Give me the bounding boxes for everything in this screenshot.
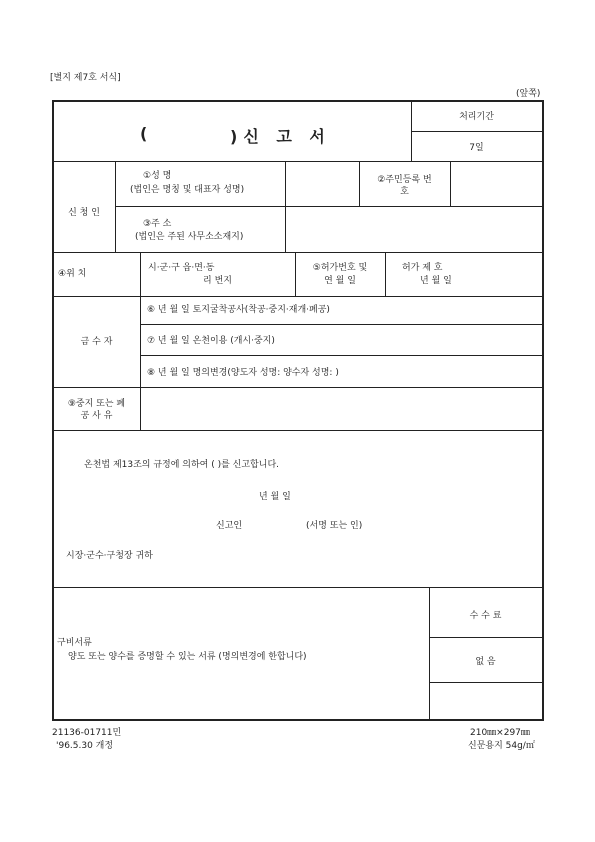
rrn-value-field[interactable] [455,166,539,202]
row-line-item8 [140,355,543,356]
reason-value-field[interactable] [146,392,538,426]
documents-label: 구비서류 [57,638,92,648]
name-value-field[interactable] [290,166,355,202]
fee-col-divider [429,587,430,720]
name-sublabel: (법인은 명칭 및 대표자 성명) [130,185,245,195]
address-sublabel: (법인은 주된 사무소소재지) [135,232,244,242]
rrn-value-divider [450,161,451,206]
location-address-line1: 시·군·구 읍·면·동 [148,263,215,273]
applicant-section-label: 신 청 인 [68,208,100,218]
footer-revision: '96.5.30 개정 [56,741,114,751]
row-line-item7 [140,324,543,325]
row-line-address [115,206,543,207]
page-side-label: (앞쪽) [516,89,541,99]
reason-label-line2: 공 사 유 [80,411,113,421]
reason-label-line1: ⑨중지 또는 폐 [67,399,126,409]
frame-bottom [52,719,544,721]
recipient-label: 시장·군수·구청장 귀하 [66,551,153,561]
row-line-items-top [53,296,543,297]
rrn-sublabel: 호 [400,187,409,197]
title-paren-open: ( [140,124,154,143]
address-value-field[interactable] [290,211,538,247]
row-line-location-top [53,252,543,253]
permit-value-divider [385,252,386,296]
form-number: [별지 제7호 서식] [50,73,121,83]
row-line-declaration-top [53,430,543,431]
signature-label: (서명 또는 인) [306,521,363,531]
permit-date: 년 월 일 [420,276,452,286]
processing-period-label: 처리기간 [459,112,494,122]
declaration-statement: 온천법 제13조의 규정에 의하여 ( )를 신고합니다. [84,460,279,470]
documents-content: 양도 또는 양수를 증명할 수 있는 서류 (명의변경에 한합니다) [68,652,307,662]
fee-bottom-divider [429,682,542,683]
fee-value: 없 음 [475,657,496,667]
row-line-applicant-top [53,161,543,162]
declaration-date: 년 월 일 [259,492,291,502]
location-label: ④위 치 [58,269,87,279]
footer-paper-type: 신문용지 54g/㎡ [468,741,535,751]
processing-divider [411,131,542,132]
permit-label-line2: 연 월 일 [324,276,356,286]
fee-label: 수 수 료 [469,611,502,621]
row-line-documents-top [53,587,543,588]
frame-top [52,100,544,102]
item-row-6: ⑥ 년 월 일 토지굴착공사(착공·중지·재개·폐공) [147,305,330,315]
permit-label-divider [295,252,296,296]
location-col-divider [140,252,141,296]
permit-label-line1: ⑤허가번호 및 [312,263,368,273]
footer-paper-size: 210㎜×297㎜ [470,728,530,738]
fee-divider [429,637,542,638]
location-address-line2: 리 번지 [203,276,232,286]
items-section-label: 금 수 자 [80,337,113,347]
frame-right [542,100,544,721]
processing-period-value: 7일 [469,143,484,153]
name-label: ①성 명 [143,171,172,181]
address-label: ③주 소 [143,219,172,229]
rrn-label: ②주민등록 번 [377,175,432,185]
item-row-8: ⑧ 년 월 일 명의변경(양도자 성명: 양수자 성명: ) [147,368,339,378]
items-col-divider [140,296,141,430]
page-title: )신 고 서 [230,127,331,146]
row-line-reason-top [53,387,543,388]
footer-form-code: 21136-01711민 [52,728,122,738]
item-row-7: ⑦ 년 월 일 온천이용 (개시·중지) [147,336,275,346]
permit-number: 허가 제 호 [402,263,443,273]
reporter-label: 신고인 [216,521,243,531]
